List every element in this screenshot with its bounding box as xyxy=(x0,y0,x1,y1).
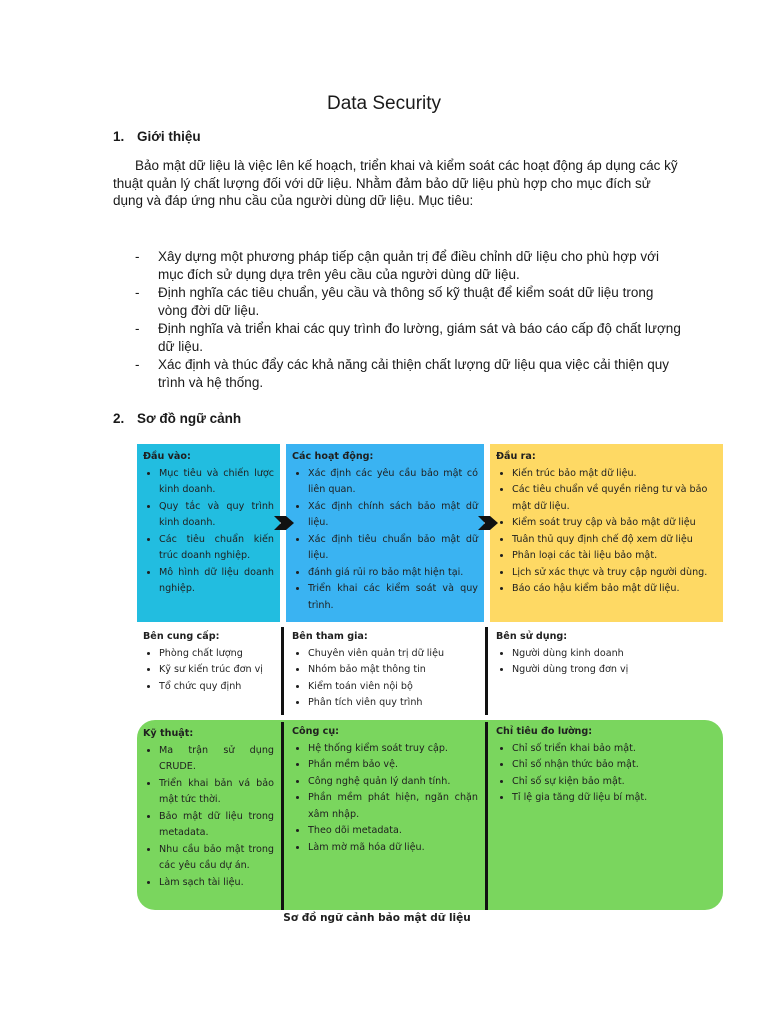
list-item: • Kỹ sư kiến trúc đơn vị xyxy=(159,662,274,679)
metrics-box xyxy=(490,724,723,910)
activities-box xyxy=(286,444,484,622)
list-item: • Nhu cầu bảo mật trong các yêu cầu dự án. xyxy=(159,842,274,875)
inputs-box xyxy=(137,444,280,622)
list-item: • Chuyên viên quản trị dữ liệu xyxy=(308,646,478,663)
list-item-text: Định nghĩa các tiêu chuẩn, yêu cầu và thông số kỹ thuật để kiểm soát dữ liệu trong vòng đời dữ liệu. xyxy=(158,285,654,318)
list-item xyxy=(113,284,683,319)
suppliers-box xyxy=(137,627,280,715)
document-title: Data Security xyxy=(326,93,442,114)
list-item: • Chỉ số sự kiện bảo mật. xyxy=(512,774,717,791)
list-item: • Các tiêu chuẩn về quyền riêng tư và bảo mật dữ liệu. xyxy=(512,482,717,515)
list-item: • Mục tiêu và chiến lược kinh doanh. xyxy=(159,466,274,499)
techniques-heading: Kỹ thuật: xyxy=(143,728,194,739)
divider xyxy=(281,627,284,715)
tools-heading: Công cụ: xyxy=(292,726,340,737)
divider xyxy=(281,722,284,910)
list-item xyxy=(113,248,683,283)
list-item: • Theo dõi metadata. xyxy=(308,823,478,840)
diagram-caption: Sơ đồ ngữ cảnh bảo mật dữ liệu xyxy=(283,912,471,924)
dash-bullet-icon: - xyxy=(135,357,140,372)
list-item: • Chỉ số triển khai bảo mật. xyxy=(512,741,717,758)
tools-list xyxy=(292,741,478,857)
list-item: • Triển khai các kiểm soát và quy trình. xyxy=(308,581,478,614)
techniques-list xyxy=(143,743,274,892)
list-item: • Phân loại các tài liệu bảo mật. xyxy=(512,548,717,565)
dash-bullet-icon: - xyxy=(135,285,140,300)
list-item: • Ma trận sử dụng CRUDE. xyxy=(159,743,274,776)
suppliers-list xyxy=(143,646,274,696)
list-item: • Phần mềm phát hiện, ngăn chặn xâm nhập. xyxy=(308,790,478,823)
list-item: • Nhóm bảo mật thông tin xyxy=(308,662,478,679)
list-item: • Người dùng trong đơn vị xyxy=(512,662,717,679)
list-item: • Làm sạch tài liệu. xyxy=(159,875,274,892)
list-item: • Làm mờ mã hóa dữ liệu. xyxy=(308,840,478,857)
divider xyxy=(485,627,488,715)
activities-list xyxy=(292,466,478,615)
list-item: • Quy tắc và quy trình kinh doanh. xyxy=(159,499,274,532)
outputs-heading: Đầu ra: xyxy=(496,451,536,462)
consumers-heading: Bên sử dụng: xyxy=(496,631,568,642)
list-item: • Công nghệ quản lý danh tính. xyxy=(308,774,478,791)
metrics-heading: Chỉ tiêu đo lường: xyxy=(496,726,593,737)
list-item: • Tổ chức quy định xyxy=(159,679,274,696)
list-item: • Báo cáo hậu kiểm bảo mật dữ liệu. xyxy=(512,581,717,598)
inputs-heading: Đầu vào: xyxy=(143,451,191,462)
list-item: • Bảo mật dữ liệu trong metadata. xyxy=(159,809,274,842)
dash-bullet-icon: - xyxy=(135,249,140,264)
list-item-text: Xây dựng một phương pháp tiếp cận quản trị để điều chỉnh dữ liệu cho phù hợp với mục đích sử dụng dựa trên yêu cầu của người dùng dữ liệu. xyxy=(158,249,659,282)
section-heading-context-diagram xyxy=(113,411,241,426)
list-item: • Tỉ lệ gia tăng dữ liệu bí mật. xyxy=(512,790,717,807)
list-item: • Mô hình dữ liệu doanh nghiệp. xyxy=(159,565,274,598)
list-item: • Phần mềm bảo vệ. xyxy=(308,757,478,774)
list-item: • Xác định chính sách bảo mật dữ liệu. xyxy=(308,499,478,532)
outputs-box xyxy=(490,444,723,622)
outputs-list xyxy=(496,466,717,598)
section-number: 1. xyxy=(113,129,125,144)
list-item: • Người dùng kinh doanh xyxy=(512,646,717,663)
section-heading-introduction xyxy=(113,129,201,144)
tools-box xyxy=(286,724,484,910)
list-item xyxy=(113,356,683,391)
list-item: • Kiểm soát truy cập và bảo mật dữ liệu xyxy=(512,515,717,532)
suppliers-heading: Bên cung cấp: xyxy=(143,631,220,642)
list-item: • Xác định tiêu chuẩn bảo mật dữ liệu. xyxy=(308,532,478,565)
techniques-box xyxy=(137,724,280,910)
inputs-list xyxy=(143,466,274,598)
list-item: • Xác định các yêu cầu bảo mật có liên quan. xyxy=(308,466,478,499)
metrics-list xyxy=(496,741,717,807)
consumers-list xyxy=(496,646,717,679)
activities-heading: Các hoạt động: xyxy=(292,451,374,462)
list-item: • Phân tích viên quy trình xyxy=(308,695,478,712)
list-item: • Tuân thủ quy định chế độ xem dữ liệu xyxy=(512,532,717,549)
participants-box xyxy=(286,627,484,715)
list-item: • Chỉ số nhận thức bảo mật. xyxy=(512,757,717,774)
list-item: • Phòng chất lượng xyxy=(159,646,274,663)
objectives-list xyxy=(113,248,683,392)
section-title: Sơ đồ ngữ cảnh xyxy=(137,411,242,426)
section-title: Giới thiệu xyxy=(137,129,201,144)
list-item xyxy=(113,320,683,355)
list-item: • Lịch sử xác thực và truy cập người dùng. xyxy=(512,565,717,582)
list-item: • Kiểm toán viên nội bộ xyxy=(308,679,478,696)
list-item: • Kiến trúc bảo mật dữ liệu. xyxy=(512,466,717,483)
intro-paragraph: Bảo mật dữ liệu là việc lên kế hoạch, triển khai và kiểm soát các hoạt động áp dụng các kỹ thuật quản lý chất lượng đối với dữ liệu. Nhằm đảm bảo dữ liệu phù hợp cho mục đích sử dụng và đáp ứng nhu cầu của người dùng dữ liệu. Mục tiêu: xyxy=(113,158,678,208)
section-number: 2. xyxy=(113,411,125,426)
dash-bullet-icon: - xyxy=(135,321,140,336)
consumers-box xyxy=(490,627,723,715)
list-item: • Các tiêu chuẩn kiến trúc doanh nghiệp. xyxy=(159,532,274,565)
list-item: • Hệ thống kiểm soát truy cập. xyxy=(308,741,478,758)
list-item-text: Định nghĩa và triển khai các quy trình đo lường, giám sát và báo cáo cấp độ chất lượng dữ liệu. xyxy=(158,321,681,354)
context-diagram xyxy=(137,444,723,924)
list-item-text: Xác định và thúc đẩy các khả năng cải thiện chất lượng dữ liệu qua việc cải thiện quy trình và hệ thống. xyxy=(158,357,669,390)
divider xyxy=(485,722,488,910)
list-item: • Triển khai bản vá bảo mật tức thời. xyxy=(159,776,274,809)
participants-list xyxy=(292,646,478,712)
participants-heading: Bên tham gia: xyxy=(292,631,368,642)
list-item: • đánh giá rủi ro bảo mật hiện tại. xyxy=(308,565,478,582)
